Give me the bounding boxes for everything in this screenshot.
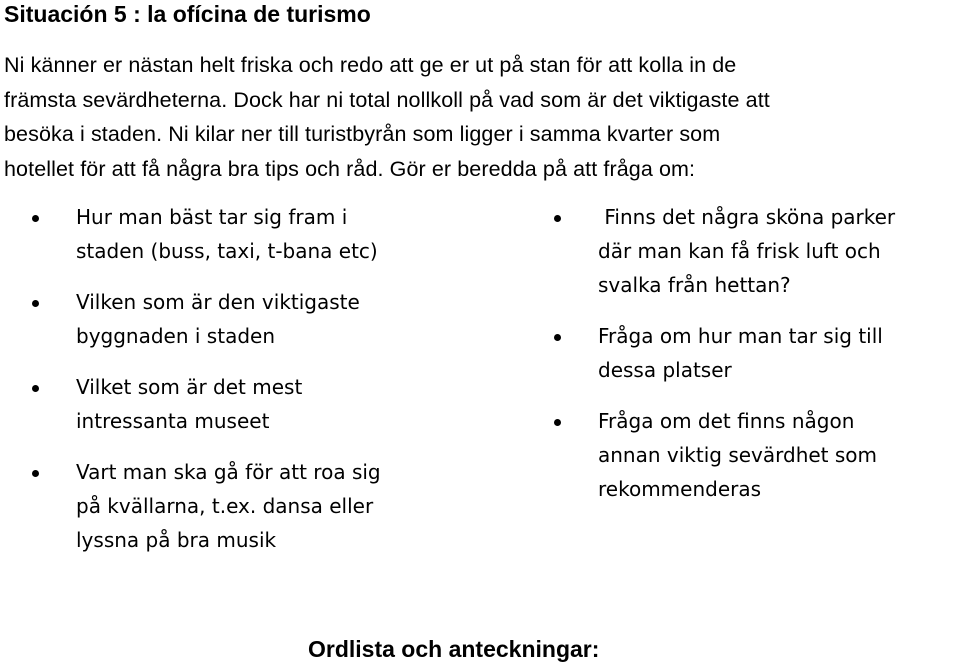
list-item — [554, 404, 960, 506]
intro-line: Ni känner er nästan helt friska och redo att ge er ut på stan för att kolla in de — [4, 53, 737, 77]
bullet-icon — [32, 470, 39, 477]
glossary-heading: Ordlista och anteckningar: — [308, 636, 600, 662]
list-item — [554, 319, 960, 387]
intro-paragraph — [4, 48, 960, 186]
bullet-icon — [32, 300, 39, 307]
list-item-text: Fråga om det finns någon annan viktig sevärdhet som rekommenderas — [598, 409, 878, 501]
intro-line: främsta sevärdheterna. Dock har ni total nollkoll på vad som är det viktigaste att — [4, 87, 770, 112]
list-item — [32, 370, 452, 438]
intro-line: besöka i staden. Ni kilar ner till turistbyrån som ligger i samma kvarter som — [4, 122, 721, 146]
list-item — [32, 200, 452, 268]
bullet-icon — [554, 215, 561, 222]
intro-line: hotellet för att få några bra tips och råd. Gör er beredda på att fråga om: — [4, 156, 696, 181]
bullet-icon — [554, 334, 561, 341]
list-item-text: Vilket som är det mest intressanta museet — [76, 375, 303, 433]
bullet-icon — [32, 215, 39, 222]
list-item-text: Hur man bäst tar sig fram i staden (buss, taxi, t-bana etc) — [76, 205, 378, 263]
left-question-list — [32, 200, 452, 574]
bullet-icon — [32, 385, 39, 392]
right-question-list — [554, 200, 960, 523]
list-item-text: Vilken som är den viktigaste byggnaden i staden — [76, 290, 360, 348]
bullet-icon — [554, 419, 561, 426]
page-title: Situación 5 : la ofícina de turismo — [4, 1, 371, 27]
list-item — [32, 285, 452, 353]
list-item-text: Vart man ska gå för att roa sig på kvällarna, t.ex. dansa eller lyssna på bra musik — [76, 460, 381, 552]
list-item-text: Finns det några sköna parker där man kan få frisk luft och svalka från hettan? — [598, 205, 896, 297]
list-item-text: Fråga om hur man tar sig till dessa platser — [598, 324, 883, 382]
list-item — [32, 455, 452, 557]
list-item — [554, 200, 960, 302]
